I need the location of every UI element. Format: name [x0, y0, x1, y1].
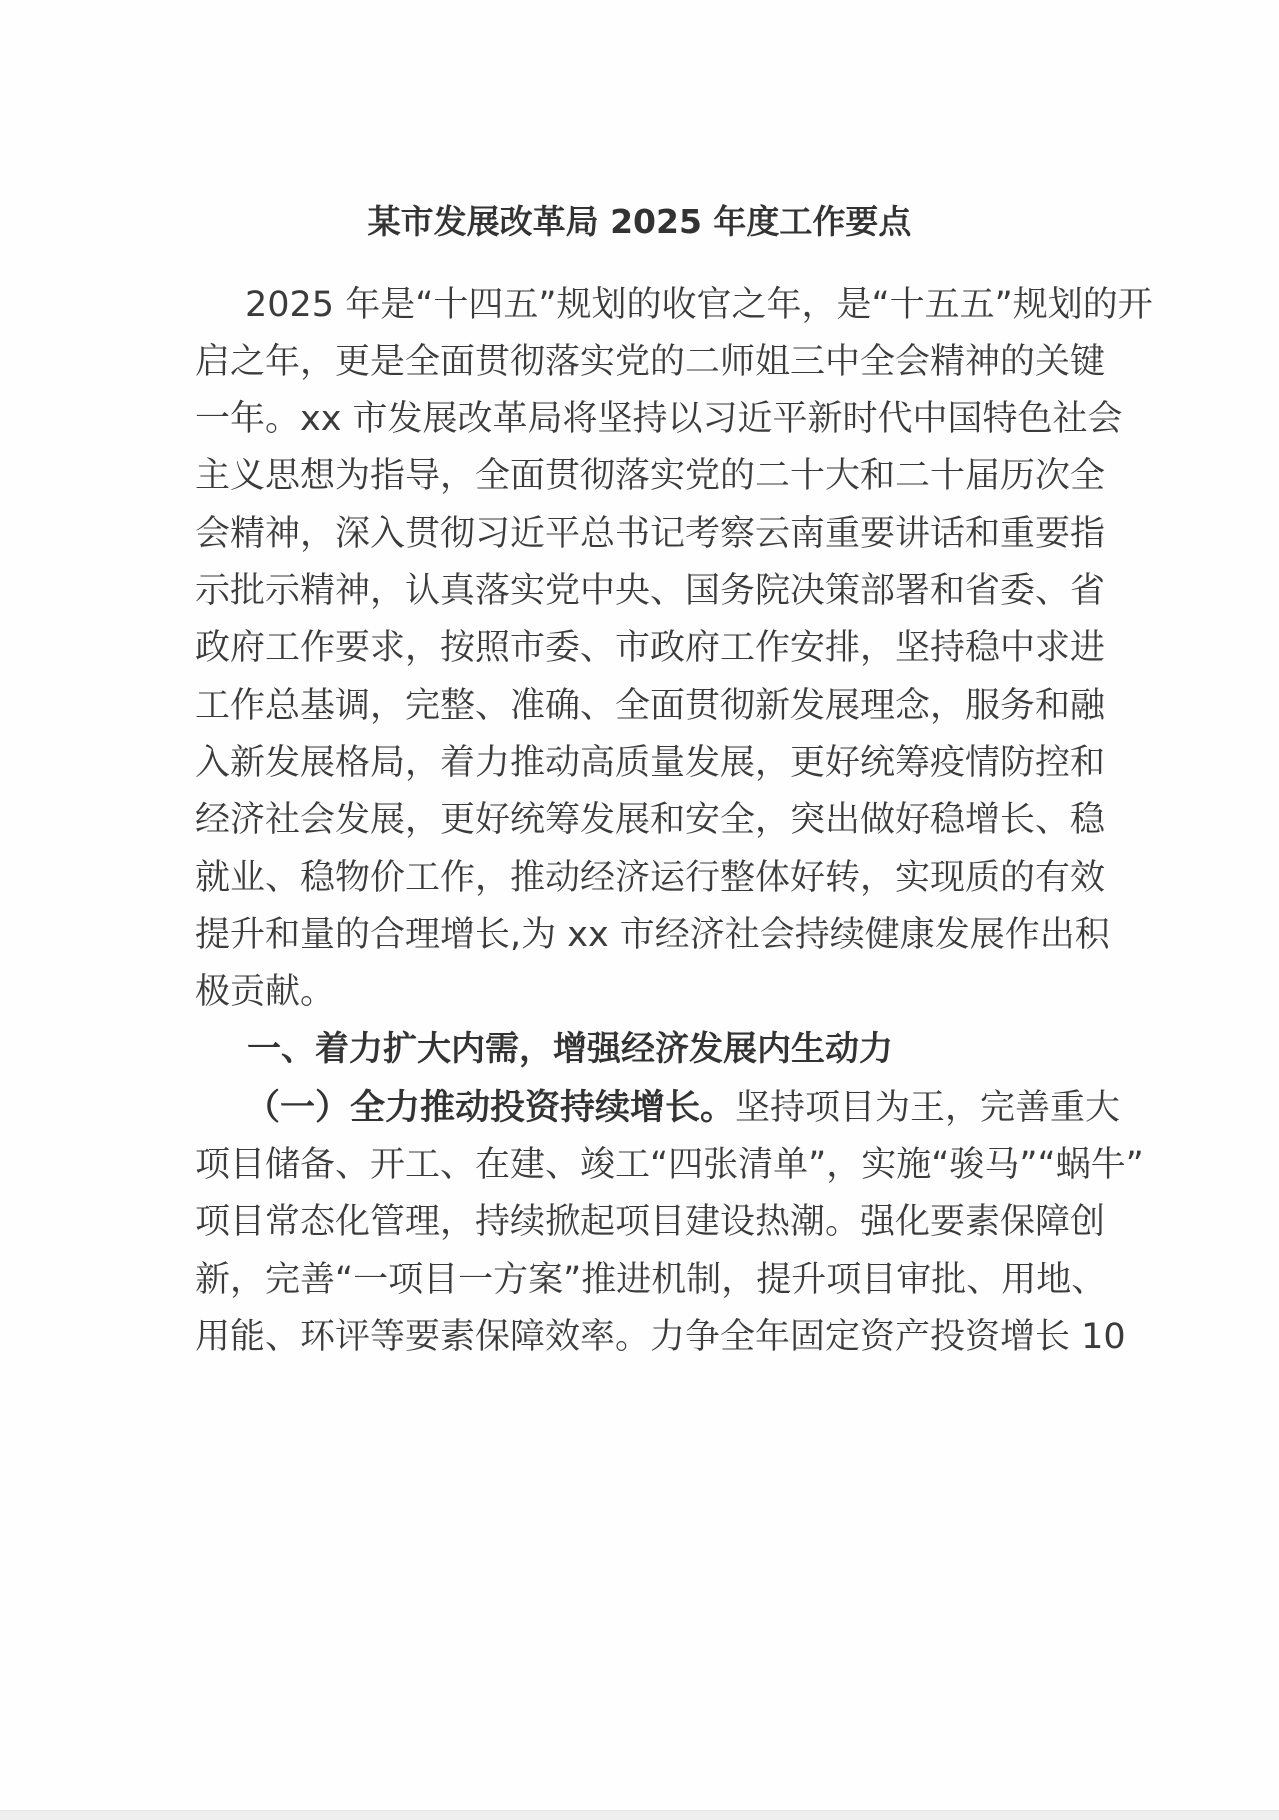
intro-line-7: 政府工作要求，按照市委、市政府工作安排，坚持稳中求进 [195, 628, 1106, 668]
document-title: 某市发展改革局 2025 年度工作要点 [367, 202, 912, 241]
intro-line-3: 一年。xx 市发展改革局将坚持以习近平新时代中国特色社会 [195, 399, 1123, 439]
intro-line-8: 工作总基调，完整、准确、全面贯彻新发展理念，服务和融 [195, 686, 1106, 726]
item-1-line-4: 新，完善“一项目一方案”推进机制，提升项目审批、用地、 [195, 1260, 1107, 1300]
intro-line-2: 启之年，更是全面贯彻落实党的二师姐三中全会精神的关键 [195, 342, 1106, 382]
intro-line-11: 就业、稳物价工作，推动经济运行整体好转，实现质的有效 [195, 858, 1106, 898]
intro-line-6: 示批示精神，认真落实党中央、国务院决策部署和省委、省 [195, 571, 1106, 611]
item-1-label: （一）全力推动投资持续增长。 [245, 1088, 736, 1128]
intro-line-13: 极贡献。 [195, 972, 336, 1012]
intro-line-12: 提升和量的合理增长,为 xx 市经济社会持续健康发展作出积 [195, 915, 1110, 955]
item-1-line-2: 项目储备、开工、在建、竣工“四张清单”，实施“骏马”“蜗牛” [195, 1145, 1144, 1185]
intro-line-5: 会精神，深入贯彻习近平总书记考察云南重要讲话和重要指 [195, 514, 1106, 554]
intro-line-10: 经济社会发展，更好统筹发展和安全，突出做好稳增长、稳 [195, 800, 1106, 840]
intro-line-9: 入新发展格局，着力推动高质量发展，更好统筹疫情防控和 [195, 743, 1106, 783]
intro-line-1: 2025 年是“十四五”规划的收官之年，是“十五五”规划的开 [245, 285, 1153, 325]
item-1-first-line [245, 1082, 1121, 1134]
item-1-line-3: 项目常态化管理，持续掀起项目建设热潮。强化要素保障创 [195, 1202, 1106, 1242]
section-heading-1: 一、着力扩大内需，增强经济发展内生动力 [247, 1029, 893, 1069]
item-1-line-5: 用能、环评等要素保障效率。力争全年固定资产投资增长 10 [195, 1317, 1126, 1357]
intro-line-4: 主义思想为指导，全面贯彻落实党的二十大和二十届历次全 [195, 456, 1106, 496]
item-1-first-line-text: 坚持项目为王，完善重大 [735, 1088, 1121, 1128]
